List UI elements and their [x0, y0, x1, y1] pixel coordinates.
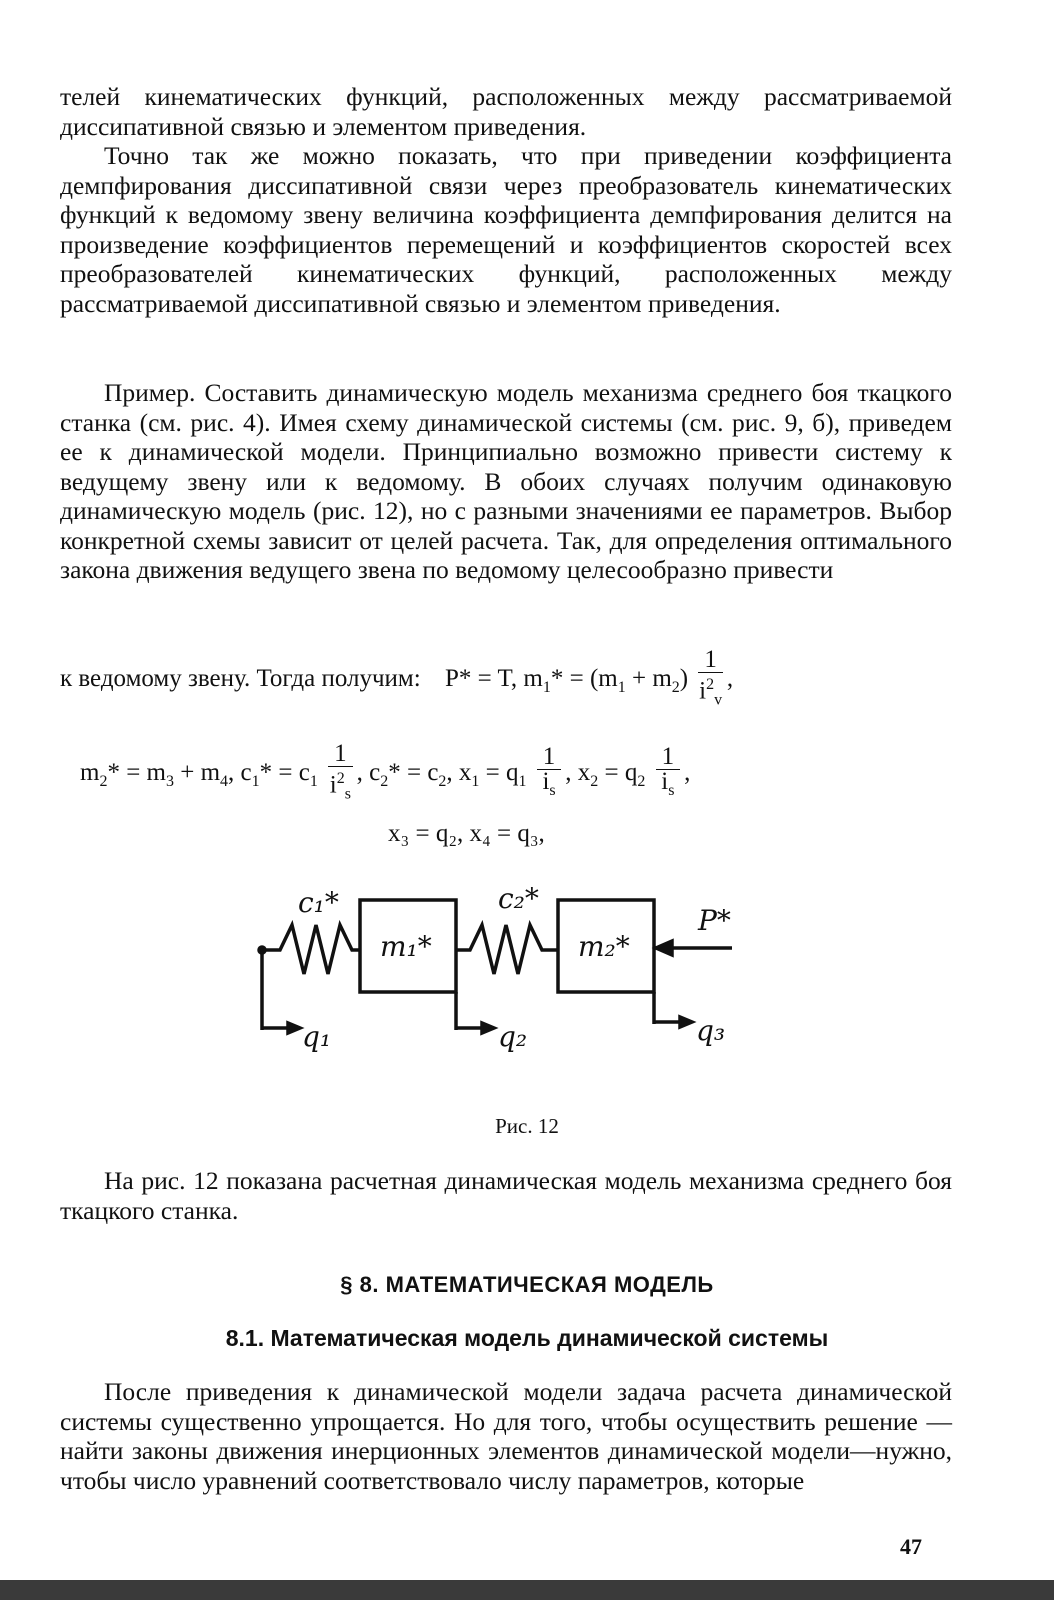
figure-12-diagram: [240, 870, 780, 1080]
fraction-1-over-is-2: $\frac{1}{i_s}$: [656, 745, 681, 803]
label-m2: m₂*: [578, 930, 630, 963]
label-q2: q₂: [498, 1020, 528, 1053]
label-c1: c₁*: [298, 886, 339, 919]
paragraph-figure-description: На рис. 12 показана расчетная динамическая модель механизма среднего боя ткацкого станка.: [60, 1166, 952, 1225]
fraction-1-over-is: $\frac{1}{i_s}$: [537, 745, 562, 803]
subsection-heading: 8.1. Математическая модель динамической системы: [225, 1325, 829, 1351]
scan-bottom-edge: [0, 1580, 1054, 1600]
spring-c2: [456, 925, 558, 974]
formula-line-2: $m_2* = m_3 + m_4$, $c_1* = c_1$ $\frac{1}{i^2_s}$ , $c_2* = c_2$, $x_1 = q_1$ $\frac{1}{i_s}$ , $x_2 = q_2$ $\frac{1}{i_s}$ ,: [80, 742, 690, 806]
paragraph-math-model: После приведения к динамической модели задача расчета динамической системы существенно упрощается. Но для того, чтобы осуществить решение — найти законы движения инерционных элементов динамической модели—нужно, чтобы число уравнений соответствовало числу параметров, которые: [60, 1377, 952, 1495]
label-q1: q₁: [302, 1020, 332, 1053]
label-c2: c₂*: [498, 882, 539, 915]
example-last-line: к ведомому звену. Тогда получим:: [60, 664, 421, 692]
paragraph-continuation: телей кинематических функций, расположенных между рассматриваемой диссипативной связью и элементом приведения.: [60, 82, 952, 141]
page-number: 47: [900, 1534, 922, 1559]
fraction-1-over-iv2: $\frac{1}{i^2_v}$: [699, 646, 723, 709]
paragraph-damping: Точно так же можно показать, что при приведении коэффициента демпфирования диссипативной связи через преобразователь кинематических функций к ведомому звену величина коэффициента демпфирования делится на произведение коэффициентов перемещений и коэффициентов скоростей всех преобразователей кинематических функций, расположенных между рассматриваемой диссипативной связью и элементом приведения.: [60, 141, 952, 318]
formula-line-3: x₃ = q₂, x₄ = q₃,: [388, 820, 545, 847]
label-p: P*: [698, 904, 731, 937]
label-m1: m₁*: [380, 930, 432, 963]
formula-line-1: к ведомому звену. Тогда получим: P* = T, $m_1* = (m_1 + m_2)$ $\frac{1}{i^2_v}$ ,: [60, 648, 952, 712]
label-q3: q₃: [696, 1014, 726, 1047]
fraction-1-over-is2: $\frac{1}{i^2_s}$: [329, 740, 351, 803]
force-arrow-head: [656, 941, 672, 955]
figure-caption: Рис. 12: [495, 1114, 559, 1138]
spring-c1: [262, 925, 360, 974]
paragraph-example: Пример. Составить динамическую модель механизма среднего боя ткацкого станка (см. рис. 4). Имея схему динамической системы (см. рис. 9, б), приведем ее к динамической модели. Принципиально возможно привести систему к ведущему звену или к ведомому. В обоих случаях получим одинаковую динамическую модель (рис. 12), но с разными значениями ее параметров. Выбор конкретной схемы зависит от целей расчета. Так, для определения оптимального закона движения ведущего звена по ведомому целесообразно привести: [60, 378, 952, 584]
section-heading: § 8. МАТЕМАТИЧЕСКАЯ МОДЕЛЬ: [340, 1272, 714, 1297]
